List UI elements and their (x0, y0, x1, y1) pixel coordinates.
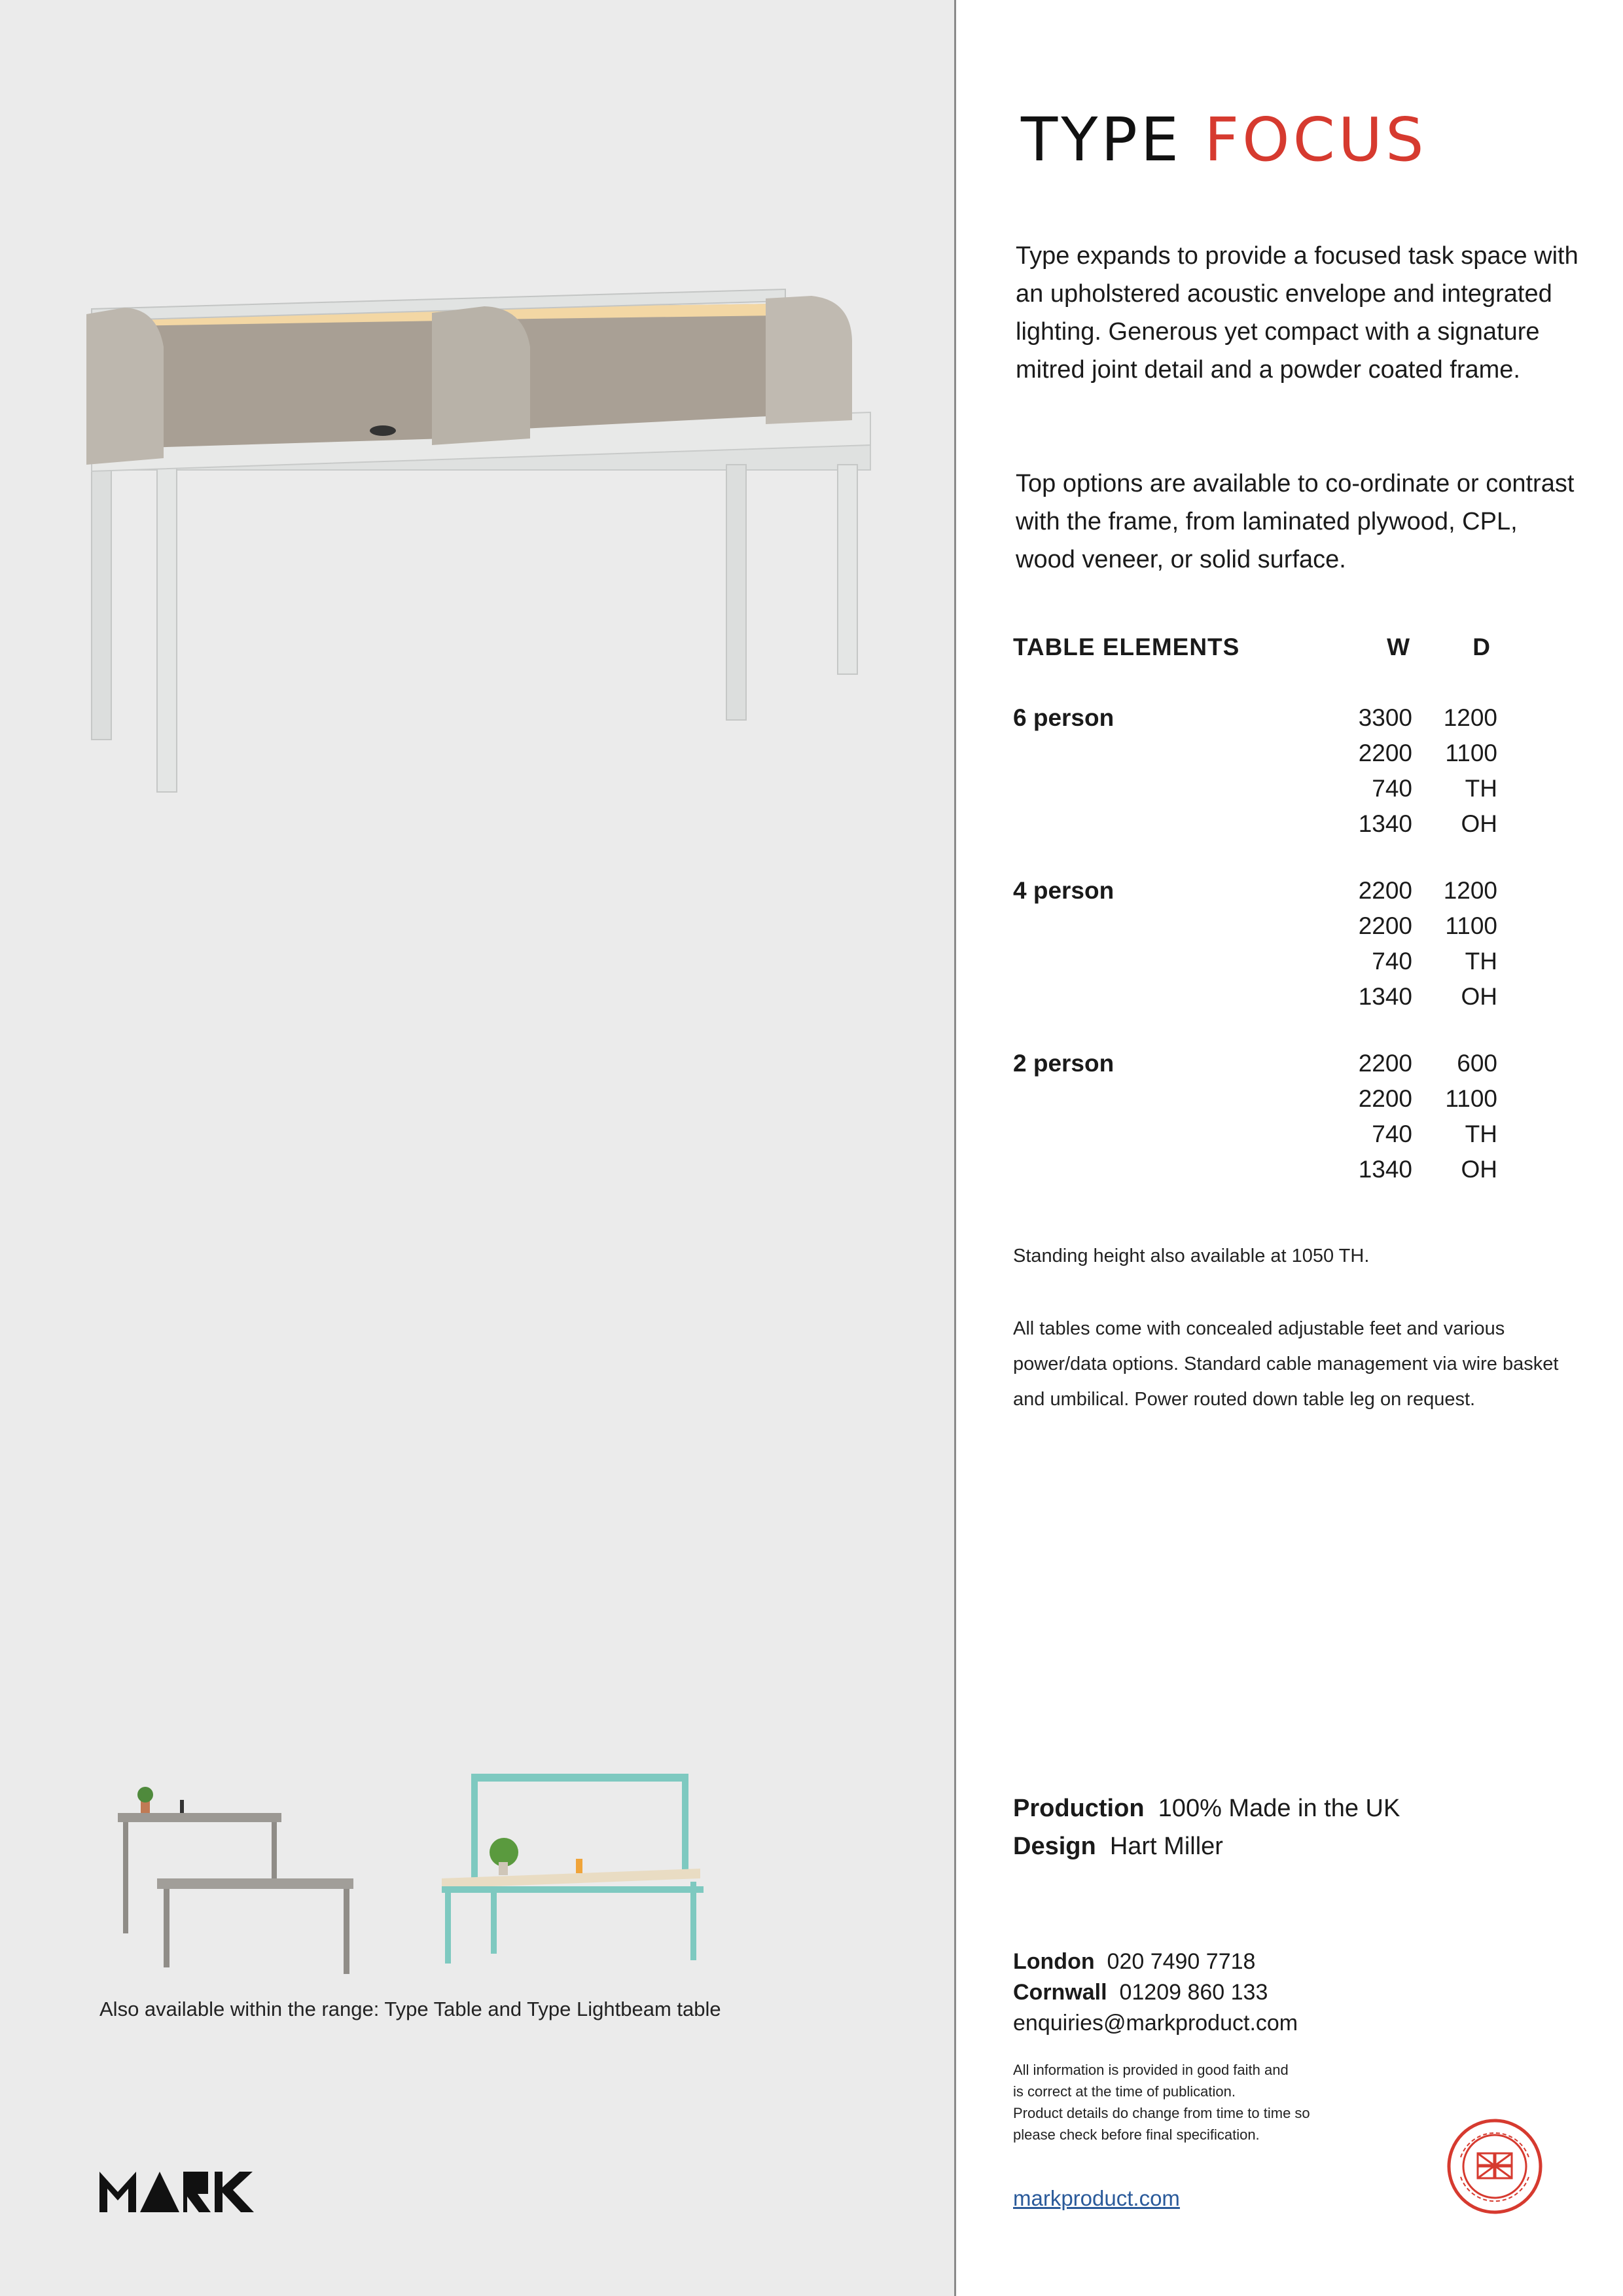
mark-logo (99, 2172, 255, 2212)
website-link[interactable]: markproduct.com (1013, 2186, 1180, 2210)
width-value: 2200 (1358, 877, 1412, 904)
options-paragraph: Top options are available to co-ordinate or contrast with the frame, from laminated plywood, CPL, wood veneer, or solid surface. (1016, 470, 1575, 573)
width-value: 2200 (1358, 912, 1412, 939)
group-label: 2 person (1013, 1050, 1115, 1077)
london-label: London (1013, 1949, 1095, 1974)
production-label: Production (1013, 1795, 1145, 1822)
width-value: 2200 (1358, 1050, 1412, 1077)
depth-value: TH (1465, 1121, 1497, 1147)
spec-table (1013, 634, 1497, 1191)
cornwall-line (1013, 1977, 1298, 2008)
london-line (1013, 1946, 1298, 1977)
spec-header-d: D (1472, 634, 1491, 660)
legal-line: is correct at the time of publication. (1013, 2083, 1236, 2100)
spec-row (1013, 877, 1497, 912)
spec-row (1013, 1085, 1497, 1121)
group-label: 4 person (1013, 877, 1115, 904)
depth-value: OH (1461, 983, 1497, 1010)
depth-value: 1200 (1443, 704, 1497, 731)
width-value: 2200 (1358, 740, 1412, 766)
spec-row (1013, 775, 1497, 810)
spec-row (1013, 1156, 1497, 1191)
spec-row (1013, 1121, 1497, 1156)
depth-value: OH (1461, 1156, 1497, 1183)
spec-row (1013, 912, 1497, 948)
range-caption: Also available within the range: Type Table and Type Lightbeam table (99, 1998, 721, 2020)
description-paragraph: Type expands to provide a focused task space with an upholstered acoustic envelope and integrated lighting. Generous yet compact with a signature mitred joint detail and a powder coated frame. (1016, 242, 1578, 384)
standing-height-note: Standing height also available at 1050 TH. (1013, 1246, 1370, 1266)
cornwall-label: Cornwall (1013, 1980, 1107, 2005)
depth-value: 1100 (1445, 740, 1497, 766)
depth-value: 600 (1457, 1050, 1497, 1077)
email-link[interactable]: enquiries@markproduct.com (1013, 2011, 1298, 2036)
width-value: 2200 (1358, 1085, 1412, 1112)
design-line (1013, 1827, 1400, 1865)
spec-row (1013, 948, 1497, 983)
width-value: 740 (1372, 948, 1412, 975)
group-label: 6 person (1013, 704, 1115, 731)
spec-row (1013, 1050, 1497, 1085)
title-type: TYPE (1021, 105, 1183, 175)
spec-group-2-person (1013, 1050, 1497, 1191)
type-focus-desk-image (26, 249, 942, 890)
depth-value: 1100 (1445, 912, 1497, 939)
design-label: Design (1013, 1833, 1096, 1860)
spec-header (1013, 634, 1497, 673)
feet-options-note: All tables come with concealed adjustable feet and various power/data options. Standard cable management via wire basket and umbilical. Power routed down table leg on request. (1013, 1318, 1559, 1410)
cornwall-phone[interactable]: 01209 860 133 (1119, 1980, 1268, 2005)
legal-line: please check before final specification. (1013, 2126, 1260, 2143)
legal-disclaimer (1013, 2059, 1310, 2145)
spec-row (1013, 740, 1497, 775)
spec-row (1013, 810, 1497, 846)
depth-value: 1200 (1443, 877, 1497, 904)
depth-value: TH (1465, 775, 1497, 802)
type-table-image (105, 1780, 380, 1983)
spec-row (1013, 704, 1497, 740)
width-value: 1340 (1358, 983, 1412, 1010)
spec-group-6-person (1013, 704, 1497, 846)
design-value: Hart Miller (1109, 1833, 1223, 1860)
width-value: 740 (1372, 775, 1412, 802)
width-value: 3300 (1358, 704, 1412, 731)
width-value: 1340 (1358, 810, 1412, 837)
width-value: 740 (1372, 1121, 1412, 1147)
made-in-uk-stamp (1446, 2118, 1543, 2215)
title-focus: FOCUS (1204, 105, 1427, 175)
depth-value: OH (1461, 810, 1497, 837)
spec-header-label: TABLE ELEMENTS (1013, 634, 1240, 660)
width-value: 1340 (1358, 1156, 1412, 1183)
production-line (1013, 1789, 1400, 1827)
credits-block (1013, 1789, 1400, 1865)
production-value: 100% Made in the UK (1158, 1795, 1400, 1822)
legal-line: All information is provided in good faith and (1013, 2062, 1289, 2078)
depth-value: 1100 (1445, 1085, 1497, 1112)
spec-row (1013, 983, 1497, 1018)
contact-block (1013, 1946, 1298, 2039)
legal-line: Product details do change from time to time so (1013, 2105, 1310, 2121)
spec-header-w: W (1387, 634, 1410, 660)
london-phone[interactable]: 020 7490 7718 (1107, 1949, 1256, 1974)
spec-group-4-person (1013, 877, 1497, 1018)
type-lightbeam-table-image (425, 1767, 726, 1970)
depth-value: TH (1465, 948, 1497, 975)
product-title (1021, 105, 1427, 175)
